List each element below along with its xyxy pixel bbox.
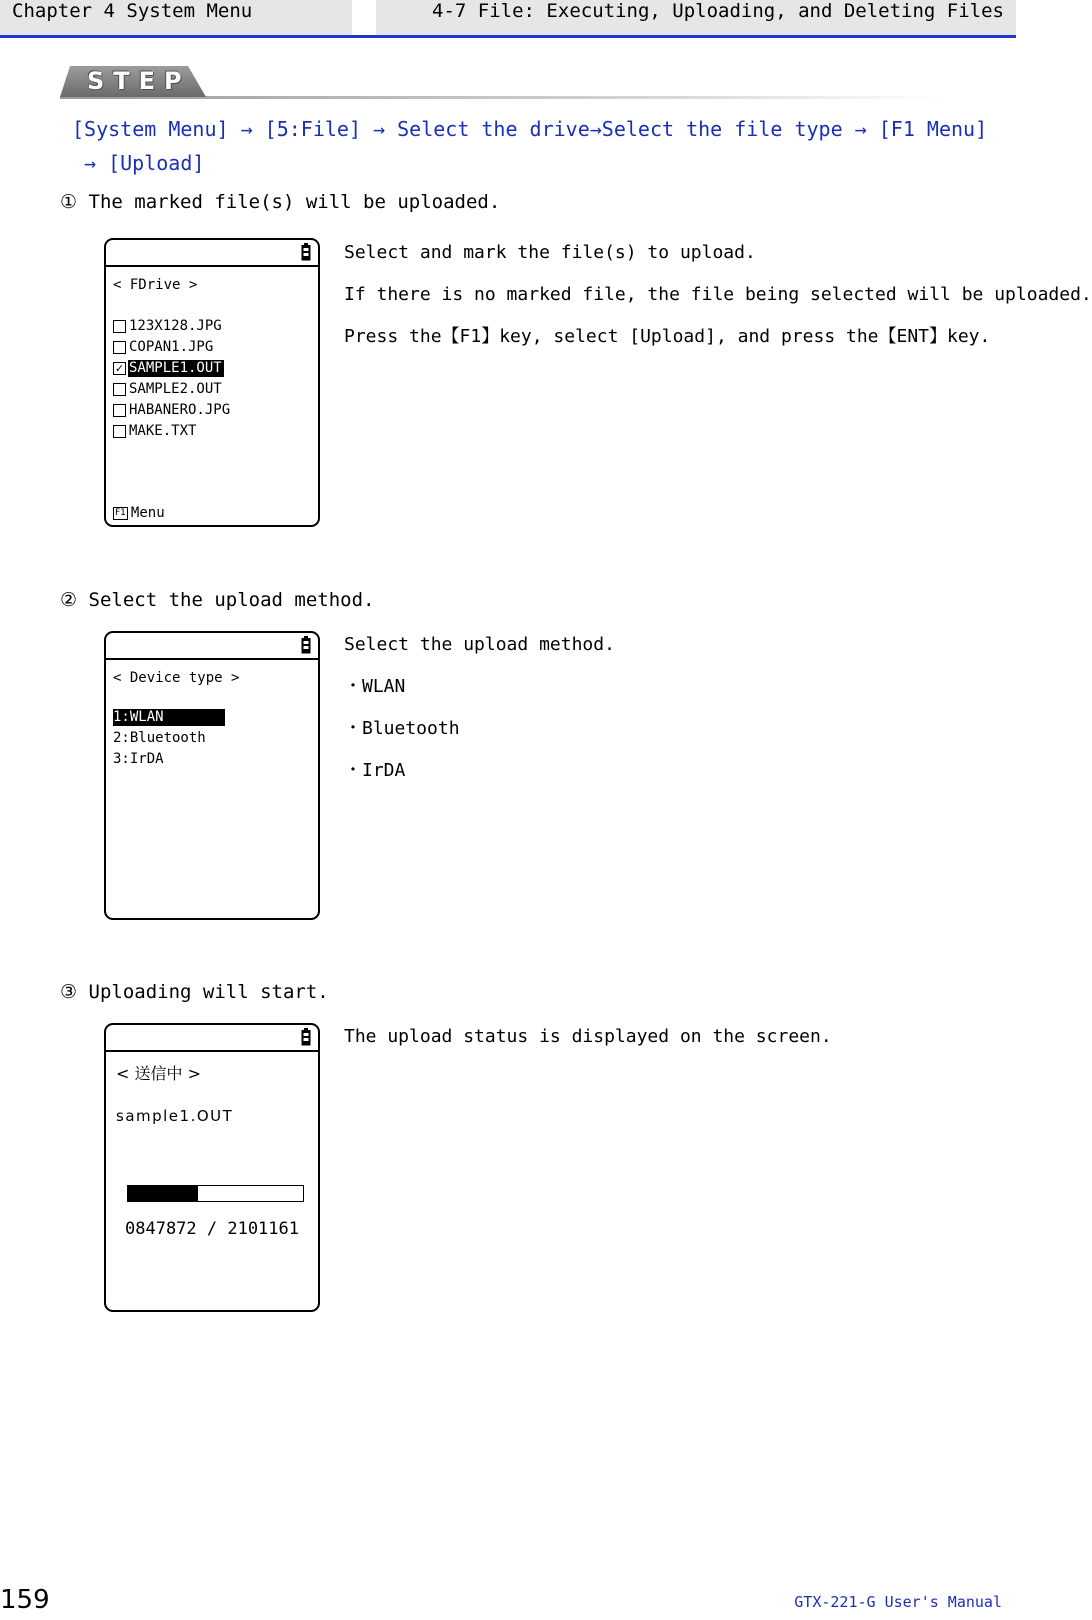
page-number: 159	[0, 1585, 50, 1615]
device-type-label: 2:Bluetooth	[113, 730, 206, 746]
menu-path	[72, 112, 992, 180]
file-name: HABANERO.JPG	[129, 402, 231, 418]
file-name: SAMPLE2.OUT	[129, 381, 222, 397]
device-screen-upload-progress	[104, 1023, 320, 1312]
step-1-title: The marked file(s) will be uploaded.	[88, 191, 501, 213]
device-type-title: < Device type >	[113, 670, 240, 686]
screen-status-bar	[106, 240, 318, 267]
step-number-2: ②	[60, 589, 78, 611]
screen-status-bar	[106, 633, 318, 660]
step-number-1: ①	[60, 191, 78, 213]
step-1-heading	[60, 190, 500, 214]
battery-icon	[301, 1028, 311, 1046]
f1-softkey[interactable]	[113, 505, 165, 521]
softkey-label: Menu	[130, 505, 165, 521]
battery-icon	[301, 243, 311, 261]
device-screen-file-list	[104, 238, 320, 527]
battery-icon	[301, 636, 311, 654]
upload-progress-fill	[128, 1186, 198, 1201]
chapter-title: Chapter 4 System Menu	[12, 0, 253, 22]
file-row[interactable]	[113, 379, 232, 400]
step-3-heading	[60, 980, 329, 1004]
drive-title: < FDrive >	[113, 277, 198, 293]
upload-progress-bar	[127, 1185, 304, 1202]
page-header	[0, 0, 1016, 36]
file-name: SAMPLE1.OUT	[129, 360, 222, 376]
device-type-label: 3:IrDA	[113, 751, 164, 767]
checkbox-icon[interactable]	[113, 341, 126, 354]
checkbox-icon[interactable]	[113, 425, 126, 438]
desc-line: Press the【F1】key, select [Upload], and press the【ENT】key.	[344, 326, 991, 347]
manual-title: GTX-221-G User's Manual	[794, 1593, 1002, 1611]
byte-counter: 0847872 / 2101161	[125, 1219, 299, 1239]
desc-line: If there is no marked file, the file being selected will be uploaded.	[344, 284, 1092, 305]
step-number-3: ③	[60, 981, 78, 1003]
step-2-heading	[60, 588, 374, 612]
device-type-list	[113, 709, 225, 772]
desc-line: Select the upload method.	[344, 634, 615, 655]
device-screen-device-type	[104, 631, 320, 920]
file-row[interactable]	[113, 316, 232, 337]
section-title: 4-7 File: Executing, Uploading, and Deleting Files	[432, 0, 1004, 22]
checked-checkbox-icon[interactable]: ✓	[114, 362, 125, 375]
desc-line: ・WLAN	[344, 676, 406, 697]
step-banner	[60, 66, 945, 100]
device-type-option[interactable]	[113, 751, 225, 772]
step-3-description	[344, 1016, 832, 1058]
desc-line: The upload status is displayed on the screen.	[344, 1026, 832, 1047]
device-type-option[interactable]	[113, 730, 225, 751]
file-name: 123X128.JPG	[129, 318, 222, 334]
file-row[interactable]	[113, 421, 232, 442]
step-2-description	[344, 624, 615, 792]
file-name: COPAN1.JPG	[129, 339, 214, 355]
desc-line: ・Bluetooth	[344, 718, 460, 739]
menu-path-line-2: → [Upload]	[84, 151, 205, 175]
header-rule	[0, 35, 1016, 38]
device-type-label: 1:WLAN	[113, 709, 225, 726]
uploading-file-name: sample1.OUT	[116, 1107, 234, 1125]
sending-title: < 送信中 >	[116, 1064, 201, 1083]
step-3-title: Uploading will start.	[88, 981, 329, 1003]
step-2-title: Select the upload method.	[88, 589, 375, 611]
file-row[interactable]	[113, 358, 232, 379]
checkbox-icon[interactable]	[113, 320, 126, 333]
checkbox-icon[interactable]	[113, 404, 126, 417]
device-type-option[interactable]	[113, 709, 225, 730]
menu-path-line-1: [System Menu] → [5:File] → Select the drive→Select the file type → [F1 Menu]	[72, 117, 988, 141]
f1-key-icon: F1	[115, 507, 126, 518]
screen-status-bar	[106, 1025, 318, 1052]
step-1-description	[344, 232, 1092, 358]
desc-line: Select and mark the file(s) to upload.	[344, 242, 756, 263]
file-name: MAKE.TXT	[129, 423, 197, 439]
file-row[interactable]	[113, 337, 232, 358]
step-label: STEP	[87, 67, 191, 95]
checkbox-icon[interactable]	[113, 383, 126, 396]
desc-line: ・IrDA	[344, 760, 406, 781]
file-list	[113, 316, 232, 442]
file-row[interactable]	[113, 400, 232, 421]
